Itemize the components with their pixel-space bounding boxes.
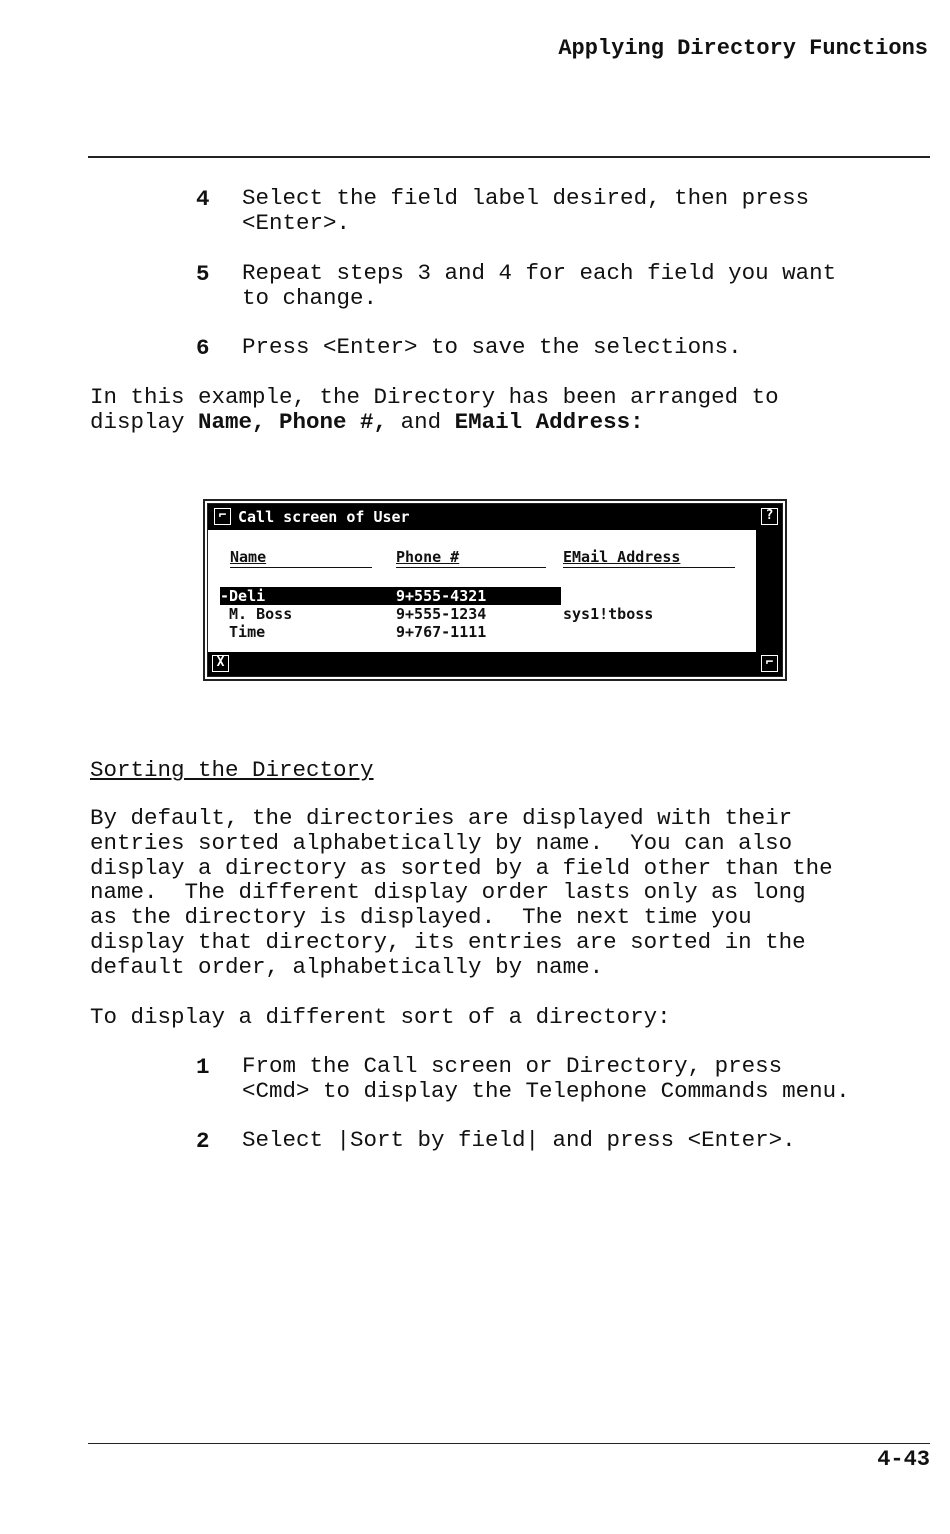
column-rule-name (230, 567, 372, 568)
header-rule (88, 156, 930, 158)
row-name[interactable]: -Deli (220, 587, 266, 605)
step-number: 6 (196, 335, 210, 361)
section-heading: Sorting the Directory (90, 757, 374, 783)
column-header-email[interactable]: EMail Address (563, 548, 681, 566)
call-screen-window (203, 499, 787, 681)
row-phone[interactable]: 9+767-1111 (396, 623, 487, 641)
step-text: Select the field label desired, then press <Enter>. (242, 185, 810, 236)
resize-icon[interactable]: ⌐ (761, 655, 778, 672)
help-icon[interactable]: ? (761, 508, 778, 525)
step-text: From the Call screen or Directory, press <Cmd> to display the Telephone Commands menu. (242, 1053, 850, 1104)
step-number: 1 (196, 1054, 210, 1080)
running-header: Applying Directory Functions (558, 36, 928, 61)
example-fields-1: Name, Phone #, (198, 409, 388, 435)
selection-highlight (220, 587, 561, 605)
row-name[interactable]: Time (220, 623, 266, 641)
window-bottom-bar (208, 652, 782, 676)
example-fields-2: EMail Address: (454, 409, 644, 435)
step-number: 5 (196, 261, 210, 287)
step-text: Press <Enter> to save the selections. (242, 334, 742, 360)
column-header-name[interactable]: Name (230, 548, 267, 566)
row-name[interactable]: M. Boss (220, 605, 293, 623)
column-header-phone[interactable]: Phone # (396, 548, 460, 566)
row-email[interactable]: sys1!tboss (563, 605, 654, 623)
window-title-bar (208, 504, 782, 530)
column-rule-phone (396, 567, 546, 568)
step-text: Select |Sort by field| and press <Enter>. (242, 1127, 796, 1153)
page-number: 4-43 (877, 1447, 930, 1472)
step-text: Repeat steps 3 and 4 for each field you want to change. (242, 260, 837, 311)
step-number: 4 (196, 186, 210, 212)
intro-paragraph: To display a different sort of a directory: (90, 1004, 671, 1030)
example-line-1: In this example, the Directory has been arranged to (90, 384, 779, 410)
window-title: Call screen of User (238, 508, 410, 526)
window-menu-icon[interactable]: ⌐ (214, 508, 231, 525)
footer-rule (88, 1443, 930, 1444)
example-prefix: display (90, 409, 199, 435)
row-phone[interactable]: 9+555-4321 (396, 587, 487, 605)
section-paragraph: By default, the directories are displayed with their entries sorted alphabetically by name. You can also display a directory as sorted by a field other than the name. The different display order lasts only as long as the directory is displayed. The next time you display that directory, its entries are sorted in the default order, alphabetically by name. (90, 805, 833, 980)
row-phone[interactable]: 9+555-1234 (396, 605, 487, 623)
example-mid: and (387, 409, 455, 435)
example-line-2 (90, 410, 644, 435)
column-rule-email (563, 567, 735, 568)
close-icon[interactable]: X (212, 655, 229, 672)
step-number: 2 (196, 1128, 210, 1154)
window-frame (207, 503, 783, 677)
